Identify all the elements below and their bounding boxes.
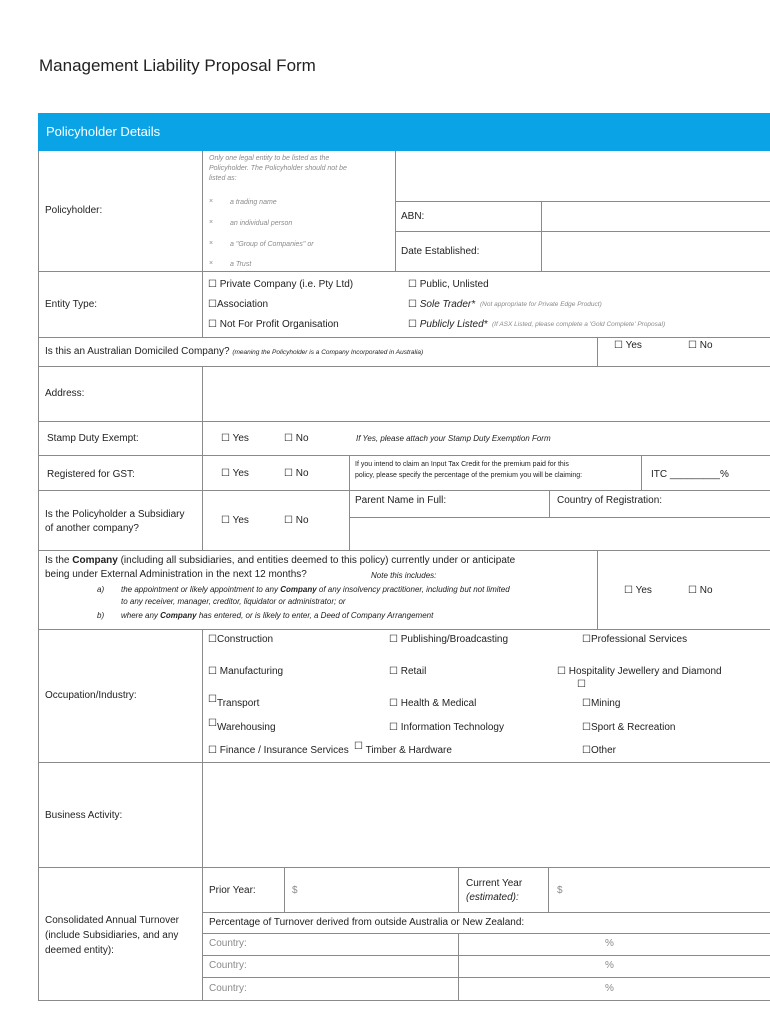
occupation-health-checkbox[interactable]: ☐ Health & Medical — [389, 698, 477, 709]
itc-field[interactable]: ITC _________% — [651, 469, 729, 480]
turnover-label-3: deemed entity): — [45, 945, 114, 956]
admin-b-text: where any Company has entered, or is likely to enter, a Deed of Company Arrangement — [121, 611, 434, 620]
entity-option-sole-trader-checkbox[interactable]: ☐ Sole Trader* — [408, 299, 476, 310]
occupation-sport-checkbox[interactable]: ☐Sport & Recreation — [582, 722, 676, 733]
entity-option-nfp-checkbox[interactable]: ☐ Not For Profit Organisation — [208, 319, 339, 330]
turnover-percentage-label: Percentage of Turnover derived from outside Australia or New Zealand: — [209, 917, 525, 928]
abn-label: ABN: — [401, 211, 425, 222]
cross-icon: × — [209, 260, 214, 267]
business-activity-field[interactable] — [204, 764, 770, 866]
address-label: Address: — [45, 388, 85, 399]
policyholder-name-field[interactable] — [397, 153, 770, 199]
percent-field-3[interactable]: % — [605, 983, 614, 994]
admin-a-text: the appointment or likely appointment to any Company of any insolvency practitioner, including but not limited — [121, 585, 510, 594]
stamp-duty-note: If Yes, please attach your Stamp Duty Exemption Form — [356, 434, 551, 443]
occupation-warehousing-checkbox[interactable]: ☐Warehousing — [208, 718, 276, 733]
admin-b-label: b) — [97, 611, 105, 620]
business-activity-label: Business Activity: — [45, 810, 123, 821]
section-title: Policyholder Details — [46, 124, 161, 139]
domiciled-question: Is this an Australian Domiciled Company? (meaning the Policyholder is a Company Incorporated in Australia) — [45, 346, 424, 357]
occupation-it-checkbox[interactable]: ☐ Information Technology — [389, 722, 504, 733]
occupation-construction-checkbox[interactable]: ☐Construction — [208, 634, 274, 645]
policyholder-note-3: listed as: — [209, 175, 237, 182]
subsidiary-yes-checkbox[interactable]: ☐ Yes — [221, 515, 249, 526]
entity-option-association-checkbox[interactable]: ☐Association — [208, 299, 269, 310]
stamp-duty-label: Stamp Duty Exempt: — [47, 433, 139, 444]
occupation-transport-checkbox[interactable]: ☐Transport — [208, 694, 260, 709]
admin-no-checkbox[interactable]: ☐ No — [688, 585, 713, 596]
date-established-field[interactable] — [543, 233, 770, 270]
current-year-field[interactable]: $ — [557, 885, 563, 896]
occupation-manufacturing-checkbox[interactable]: ☐ Manufacturing — [208, 666, 284, 677]
exclusion-item: a "Group of Companies" or — [230, 241, 314, 248]
entity-option-listed-checkbox[interactable]: ☐ Publicly Listed* — [408, 319, 488, 330]
entity-option-public-checkbox[interactable]: ☐ Public, Unlisted — [408, 279, 489, 290]
page-title: Management Liability Proposal Form — [39, 56, 316, 75]
cross-icon: × — [209, 198, 214, 205]
admin-question-2: being under External Administration in the next 12 months? — [45, 569, 307, 580]
exclusion-item: a Trust — [230, 261, 252, 268]
current-year-estimated: (estimated): — [466, 892, 519, 903]
stamp-duty-yes-checkbox[interactable]: ☐ Yes — [221, 433, 249, 444]
occupation-other-checkbox[interactable]: ☐Other — [582, 745, 616, 756]
exclusion-item: an individual person — [230, 220, 293, 227]
occupation-hospitality-checkbox[interactable]: ☐ Hospitality Jewellery and Diamond — [557, 666, 722, 677]
prior-year-label: Prior Year: — [209, 885, 256, 896]
occupation-label: Occupation/Industry: — [45, 690, 137, 701]
country-field-1[interactable]: Country: — [209, 938, 247, 949]
address-field[interactable] — [204, 368, 770, 420]
gst-yes-checkbox[interactable]: ☐ Yes — [221, 468, 249, 479]
turnover-label-1: Consolidated Annual Turnover — [45, 915, 179, 926]
subsidiary-label-2: of another company? — [45, 523, 139, 534]
parent-name-label: Parent Name in Full: — [355, 495, 447, 506]
admin-question-1: Is the Company (including all subsidiaries, and entities deemed to this policy) currently under or anticipate — [45, 555, 516, 566]
gst-note-1: If you intend to claim an Input Tax Credit for the premium paid for this — [355, 461, 569, 468]
entity-option-private-checkbox[interactable]: ☐ Private Company (i.e. Pty Ltd) — [208, 279, 354, 290]
turnover-label-2: (include Subsidiaries, and any — [45, 930, 179, 941]
admin-a-label: a) — [97, 585, 105, 594]
stamp-duty-no-checkbox[interactable]: ☐ No — [284, 433, 309, 444]
gst-note-2: policy, please specify the percentage of the premium you will be claiming: — [355, 472, 583, 479]
occupation-finance-checkbox[interactable]: ☐ Finance / Insurance Services — [208, 745, 349, 756]
prior-year-field[interactable]: $ — [292, 885, 298, 896]
admin-yes-checkbox[interactable]: ☐ Yes — [624, 585, 652, 596]
percent-field-2[interactable]: % — [605, 960, 614, 971]
publicly-listed-note: (If ASX Listed, please complete a 'Gold Complete' Proposal) — [492, 321, 666, 328]
domiciled-yes-checkbox[interactable]: ☐ Yes — [614, 340, 642, 351]
occupation-retail-checkbox[interactable]: ☐ Retail — [389, 666, 427, 677]
current-year-label: Current Year — [466, 878, 523, 889]
occupation-professional-checkbox[interactable]: ☐Professional Services — [582, 634, 688, 645]
occupation-publishing-checkbox[interactable]: ☐ Publishing/Broadcasting — [389, 634, 509, 645]
exclusion-item: a trading name — [230, 199, 277, 206]
country-field-2[interactable]: Country: — [209, 960, 247, 971]
cross-icon: × — [209, 240, 214, 247]
section-header — [38, 113, 770, 151]
policyholder-note-1: Only one legal entity to be listed as the — [209, 155, 330, 162]
gst-label: Registered for GST: — [47, 469, 135, 480]
gst-no-checkbox[interactable]: ☐ No — [284, 468, 309, 479]
policyholder-note-2: Policyholder. The Policyholder should not be — [209, 165, 347, 172]
occupation-timber-checkbox[interactable]: ☐ Timber & Hardware — [354, 741, 452, 756]
subsidiary-label-1: Is the Policyholder a Subsidiary — [45, 509, 185, 520]
sole-trader-note: (Not appropriate for Private Edge Product) — [480, 301, 602, 308]
abn-field[interactable] — [543, 203, 770, 230]
domiciled-no-checkbox[interactable]: ☐ No — [688, 340, 713, 351]
cross-icon: × — [209, 219, 214, 226]
occupation-mining-checkbox[interactable]: ☐Mining — [582, 698, 621, 709]
subsidiary-no-checkbox[interactable]: ☐ No — [284, 515, 309, 526]
parent-name-field[interactable] — [351, 519, 770, 549]
date-established-label: Date Established: — [401, 246, 480, 257]
entity-type-label: Entity Type: — [45, 299, 98, 310]
country-field-3[interactable]: Country: — [209, 983, 247, 994]
percent-field-1[interactable]: % — [605, 938, 614, 949]
admin-note: Note this includes: — [371, 571, 437, 580]
admin-a-text-2: to any receiver, manager, creditor, liquidator or administrator; or — [121, 597, 346, 606]
policyholder-label: Policyholder: — [45, 205, 103, 216]
country-registration-label: Country of Registration: — [557, 495, 663, 506]
occupation-jewellery-checkbox[interactable]: ☐ — [577, 679, 586, 690]
